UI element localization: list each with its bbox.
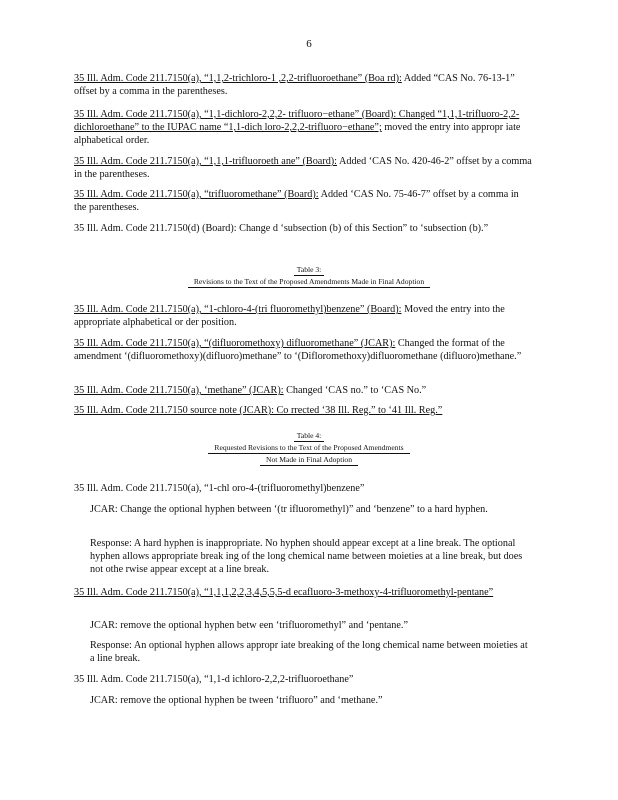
amendment-entry <box>74 108 532 147</box>
entry-text: moved the entry into appropr iate alphabetical order. <box>74 122 521 146</box>
page-number: 6 <box>306 38 312 50</box>
jcar-request: JCAR: remove the optional hyphen be tween ‘trifluoro” and ‘methane.” <box>90 695 383 706</box>
amendment-entry <box>74 337 532 363</box>
table-4-heading <box>0 430 618 466</box>
jcar-request: JCAR: Change the optional hyphen between ‘(tr ifluoromethyl)” and ‘benzene” to a hard hyphen. <box>90 504 488 515</box>
table-3-title: Revisions to the Text of the Proposed Amendments Made in Final Adoption <box>188 276 430 288</box>
amendment-entry <box>74 384 532 397</box>
entry-text: Changed ‘CAS no.” to ‘CAS No.” <box>283 385 427 396</box>
entry-citation: 35 Ill. Adm. Code 211.7150(a), “1,1,2-trichloro-1 ,2,2-trifluoroethane” (Boa rd): <box>74 73 402 84</box>
requested-revision-citation: 35 Ill. Adm. Code 211.7150(a), “1,1-d ichloro-2,2,2-trifluoroethane” <box>74 674 354 685</box>
requested-revision-citation <box>74 586 532 599</box>
entry-citation: 35 Ill. Adm. Code 211.7150(a), “1,1-dichloro-2,2,2- trifluoro−ethane” (Board): Changed “1,1,1-trifluoro-2,2-dichloroethane” to the IUPAC name “1,1-dich loro-2,2,2-trifluoro−ethane”; <box>74 109 520 133</box>
entry-text: Added ‘CAS No. 75-46-7” offset by a comma in the parentheses. <box>74 189 519 213</box>
entry-text: Moved the entry into the appropriate alphabetical or der position. <box>74 304 505 328</box>
amendment-entry <box>74 222 532 235</box>
entry-text: Changed the format of the amendment ‘(difluoromethoxy)(difluoro)methane” to ‘(Difloromethoxy)difluoromethane (difluoro)methane.” <box>74 338 522 362</box>
amendment-entry <box>74 72 532 98</box>
entry-citation: 35 Ill. Adm. Code 211.7150(a), “trifluoromethane” (Board): <box>74 189 319 200</box>
entry-citation: 35 Ill. Adm. Code 211.7150 source note (JCAR): Co rrected ‘38 Ill. Reg.” to ‘41 Ill. Reg.” <box>74 405 443 416</box>
amendment-entry <box>74 303 532 329</box>
table-4-title-line2: Not Made in Final Adoption <box>260 454 358 466</box>
amendment-entry <box>74 155 532 181</box>
table-3-heading <box>0 264 618 288</box>
entry-citation: 35 Ill. Adm. Code 211.7150(a), “1-chloro-4-(tri fluoromethyl)benzene” (Board): <box>74 304 402 315</box>
entry-citation: 35 Ill. Adm. Code 211.7150(a), “1,1,1-trifluoroeth ane” (Board): <box>74 156 338 167</box>
amendment-entry <box>74 188 532 214</box>
entry-text: Added “CAS No. 76-13-1” offset by a comma in the parentheses. <box>74 73 515 97</box>
entry-text: Added ‘CAS No. 420-46-2” offset by a comma in the parentheses. <box>74 156 532 180</box>
entry-text: 35 Ill. Adm. Code 211.7150(d) (Board): Change d ‘subsection (b) of this Section” to ‘subsection (b).” <box>74 223 489 234</box>
table-3-label: Table 3: <box>294 264 325 276</box>
board-response: Response: An optional hyphen allows appropr iate breaking of the long chemical name between moieties at a line break. <box>90 640 528 664</box>
amendment-entry <box>74 404 532 417</box>
board-response: Response: A hard hyphen is inappropriate. No hyphen should appear except at a line break. The optional hyphen allows appropriate break ing of the long chemical name between moieties at a line break, but does not othe rwise appear except at a line break. <box>90 538 523 575</box>
table-4-label: Table 4: <box>294 430 325 442</box>
jcar-request: JCAR: remove the optional hyphen betw een ‘trifluoromethyl” and ‘pentane.” <box>90 620 408 631</box>
entry-citation: 35 Ill. Adm. Code 211.7150(a), “(difluoromethoxy) difluoromethane” (JCAR): <box>74 338 396 349</box>
entry-citation: 35 Ill. Adm. Code 211.7150(a), ‘methane” (JCAR): <box>74 385 284 396</box>
requested-revision-citation: 35 Ill. Adm. Code 211.7150(a), “1-chl oro-4-(trifluoromethyl)benzene” <box>74 483 365 494</box>
table-4-title-line1: Requested Revisions to the Text of the Proposed Amendments <box>208 442 409 454</box>
entry-citation: 35 Ill. Adm. Code 211.7150(a), “1,1,1,2,2,3,4,5,5,5-d ecafluoro-3-methoxy-4-trifluoromethyl-pentane” <box>74 587 494 598</box>
